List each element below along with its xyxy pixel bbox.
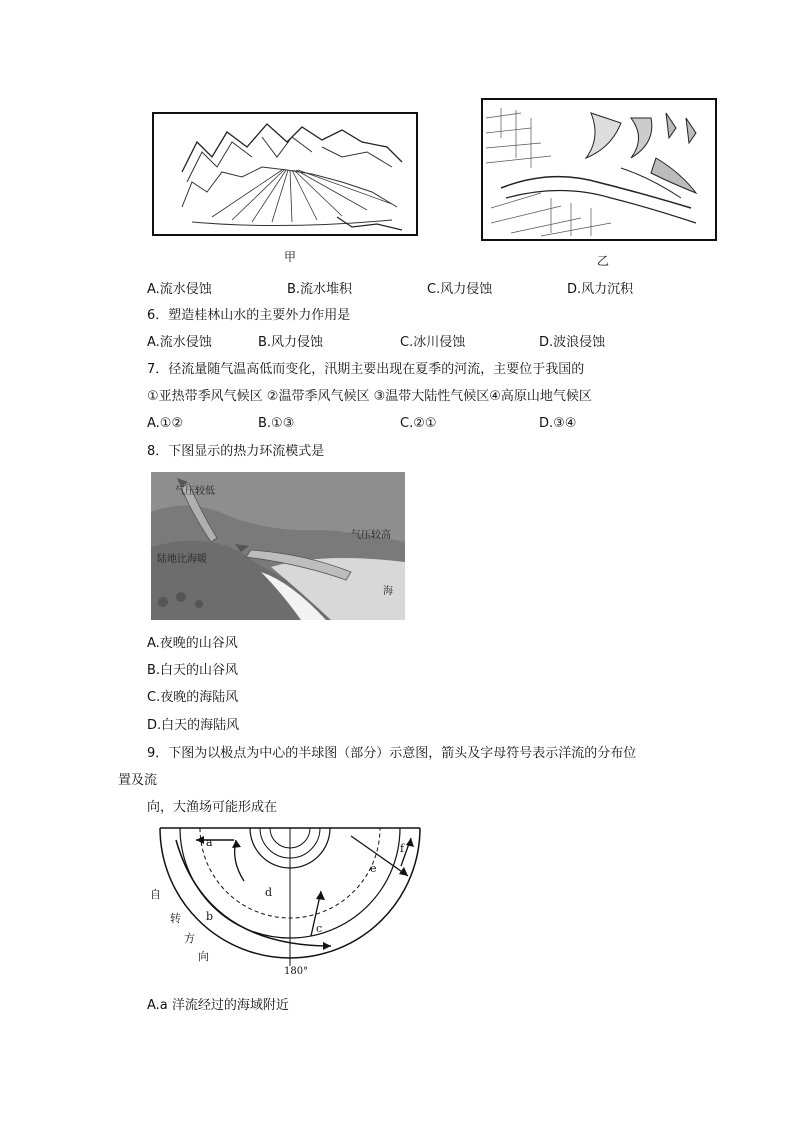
label-sea: 海 (383, 586, 393, 597)
label-rotation-4: 向 (198, 950, 209, 963)
q9-stem-line1: 9．下图为以极点为中心的半球图（部分）示意图，箭头及字母符号表示洋流的分布位 (147, 746, 637, 761)
q8-option-c: C.夜晚的海陆风 (147, 690, 239, 705)
q5-option-d: D.风力沉积 (567, 282, 634, 297)
label-f: f (400, 842, 405, 855)
q8-option-b: B.白天的山谷风 (147, 663, 239, 678)
figure-caption-yi: 乙 (597, 254, 610, 268)
q8-stem: 8．下图显示的热力环流模式是 (147, 444, 325, 459)
label-low-pressure: 气压较低 (175, 486, 215, 497)
q6-option-c: C.冰川侵蚀 (400, 335, 466, 350)
q9-stem-line3: 向，大渔场可能形成在 (147, 800, 278, 815)
q7-option-d: D.③④ (539, 416, 577, 431)
q6-option-b: B.风力侵蚀 (258, 335, 324, 350)
label-e: e (370, 862, 377, 875)
label-b: b (206, 910, 214, 923)
q8-option-d: D.白天的海陆风 (147, 718, 240, 733)
q9-stem-line2: 置及流 (118, 773, 158, 788)
label-c: c (316, 922, 323, 935)
label-rotation-3: 方 (184, 932, 195, 945)
q9-option-a: A.a 洋流经过的海域附近 (147, 998, 289, 1013)
figure-hemisphere (146, 826, 426, 976)
label-high-pressure: 气压较高 (351, 530, 391, 541)
q6-stem: 6．塑造桂林山水的主要外力作用是 (147, 308, 351, 323)
label-rotation-1: 自 (150, 888, 161, 901)
label-180-degrees: 180° (284, 966, 309, 977)
q7-option-c: C.②① (400, 416, 437, 431)
figure-sea-breeze (151, 472, 405, 620)
q6-option-a: A.流水侵蚀 (147, 335, 212, 350)
label-land-warmer: 陆地比海暖 (157, 554, 207, 565)
q5-option-a: A.流水侵蚀 (147, 282, 212, 297)
q8-option-a: A.夜晚的山谷风 (147, 636, 238, 651)
figure-caption-jia: 甲 (284, 250, 297, 264)
q7-items: ①亚热带季风气候区 ②温带季风气候区 ③温带大陆性气候区④高原山地气候区 (147, 389, 592, 404)
label-d: d (265, 886, 273, 899)
q7-option-b: B.①③ (258, 416, 295, 431)
figure-hemisphere-diagram (146, 826, 426, 976)
q6-option-d: D.波浪侵蚀 (539, 335, 606, 350)
figure-jia-sketch (152, 112, 418, 236)
figure-yi-sketch (481, 98, 717, 241)
figure-yi (481, 98, 717, 241)
q7-option-a: A.①② (147, 416, 184, 431)
q7-stem: 7．径流量随气温高低而变化，汛期主要出现在夏季的河流，主要位于我国的 (147, 362, 585, 377)
label-a: a (206, 836, 213, 849)
label-rotation-2: 转 (170, 912, 181, 925)
q5-option-b: B.流水堆积 (287, 282, 353, 297)
figure-jia (152, 112, 418, 236)
q5-option-c: C.风力侵蚀 (427, 282, 493, 297)
